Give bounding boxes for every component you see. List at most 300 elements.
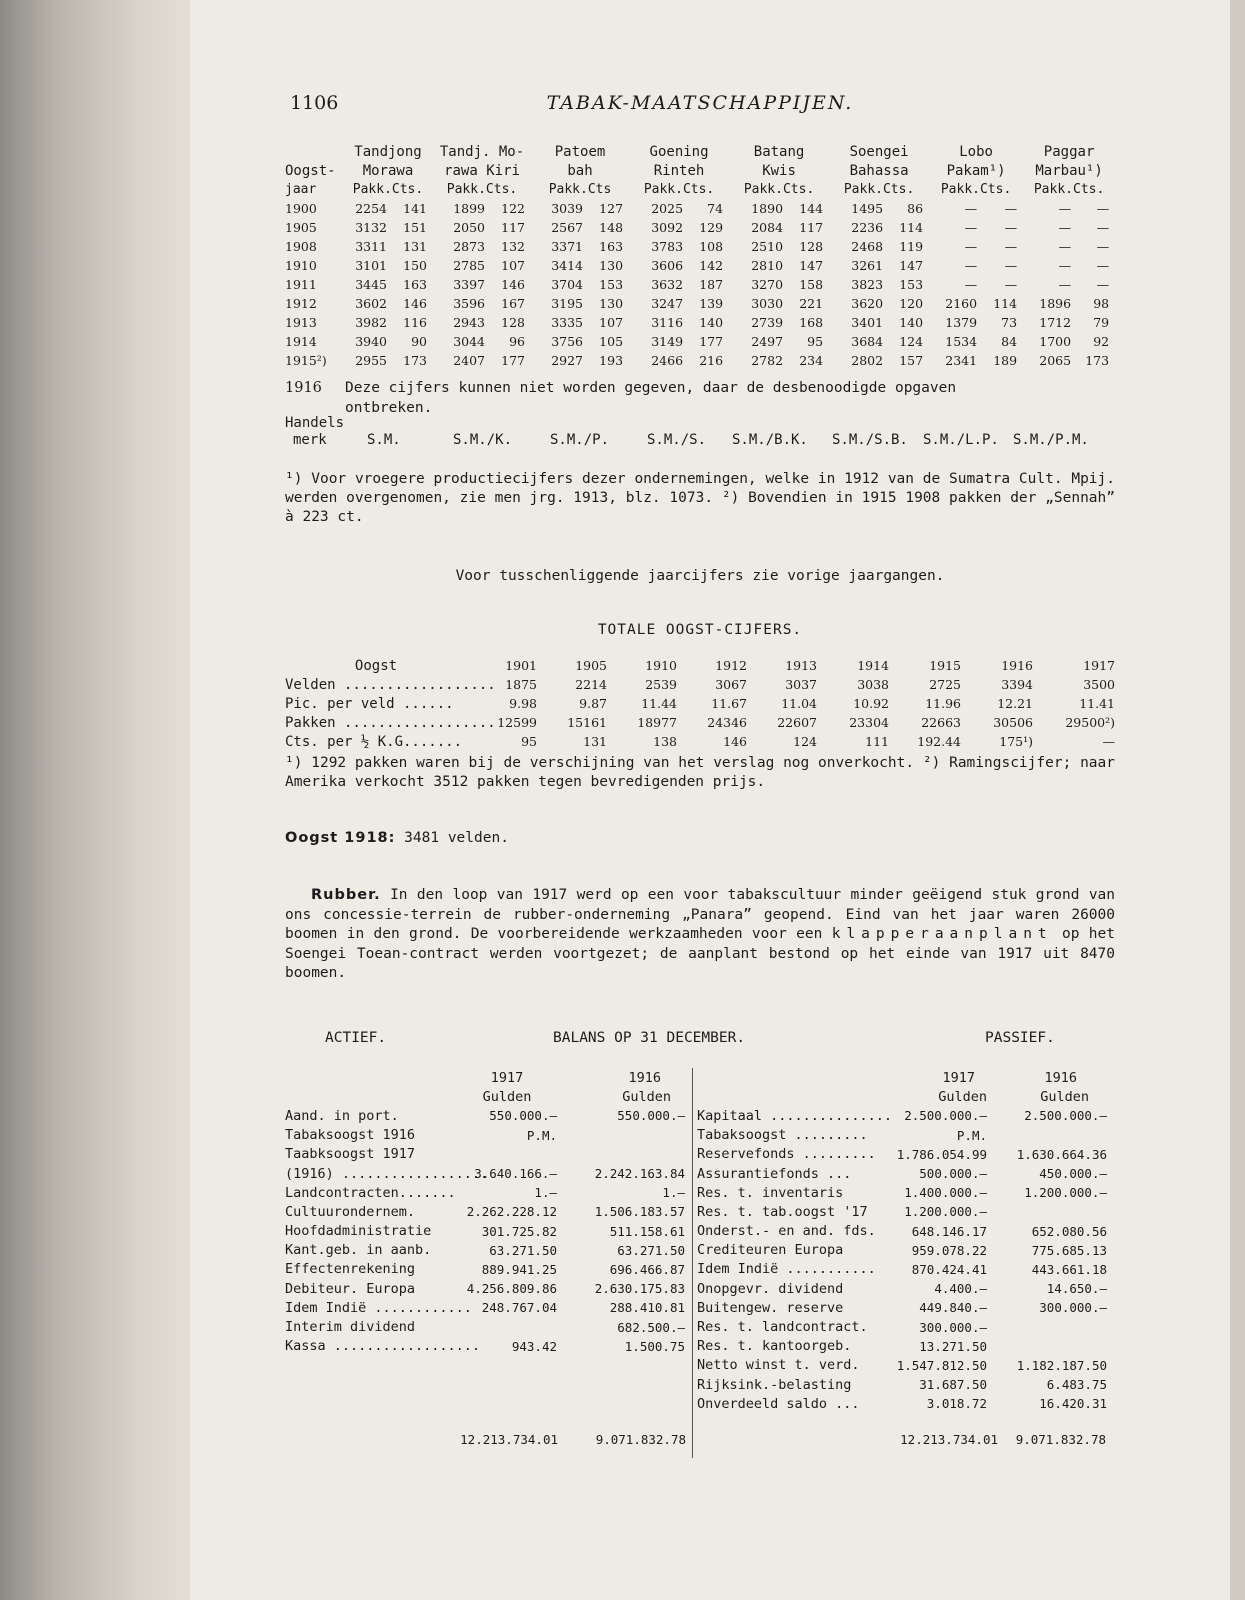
column-header: Tandj. Mo- <box>439 143 525 160</box>
total-actief-1917: 12.213.734.01 <box>460 1432 558 1447</box>
total-passief-1917: 12.213.734.01 <box>900 1432 998 1447</box>
value-1917: 1.547.812.50 <box>896 1357 987 1373</box>
value-1916: 288.410.81 <box>609 1300 685 1316</box>
year-cell: 1910 <box>645 658 677 673</box>
value-cell: 139 <box>699 296 724 311</box>
value-cell: 173 <box>1085 353 1110 368</box>
value-cell: 124 <box>793 734 817 749</box>
year-cell: 1900 <box>285 201 317 216</box>
value-cell: 3756 <box>551 334 584 349</box>
balance-row <box>697 1298 1107 1317</box>
value-cell: 192.44 <box>917 734 961 749</box>
balance-row <box>697 1145 1107 1164</box>
value-cell: 132 <box>501 239 526 254</box>
value-cell: 3401 <box>851 315 884 330</box>
value-cell: 105 <box>599 334 624 349</box>
running-header <box>290 92 1110 116</box>
value-1916: 652.080.56 <box>1031 1223 1107 1239</box>
balance-label: Rijksink.-belasting <box>697 1376 852 1393</box>
value-cell: 2236 <box>851 220 884 235</box>
value-cell: 131 <box>583 734 607 749</box>
value-cell: 2927 <box>551 353 584 368</box>
value-cell: 18977 <box>637 715 677 730</box>
value-cell: 147 <box>899 258 924 273</box>
value-cell: — <box>1058 201 1072 216</box>
merk-item: S.M./P. <box>550 432 610 448</box>
balance-label: Tabaksoogst ......... <box>697 1127 868 1144</box>
value-cell: 147 <box>799 258 824 273</box>
value-1916: 6.483.75 <box>1046 1377 1107 1393</box>
value-cell: — <box>1004 258 1018 273</box>
balance-row <box>697 1202 1107 1221</box>
value-cell: — <box>1058 277 1072 292</box>
balance-row <box>697 1241 1107 1260</box>
value-1917: 63.271.50 <box>489 1242 557 1258</box>
value-1917: 1.786.054.99 <box>896 1146 987 1162</box>
value-1917: 2.262.228.12 <box>466 1204 557 1220</box>
value-cell: 114 <box>993 296 1018 311</box>
value-1917: P.M. <box>526 1127 557 1143</box>
year-cell: 1917 <box>1083 658 1115 673</box>
balance-row <box>697 1183 1107 1202</box>
balance-row <box>285 1241 685 1260</box>
value-1917: 449.840.— <box>919 1300 987 1316</box>
row-label: Velden .................. <box>285 676 496 693</box>
column-header: Morawa <box>362 162 414 179</box>
value-cell: 119 <box>899 239 924 254</box>
value-cell: 193 <box>599 353 624 368</box>
value-cell: 3311 <box>355 239 387 254</box>
value-1916: 300.000.— <box>1039 1300 1107 1316</box>
value-cell: 24346 <box>707 715 747 730</box>
value-1917: 870.424.41 <box>911 1261 987 1277</box>
unit: Gulden <box>938 1088 987 1105</box>
year-cell: 1901 <box>505 658 537 673</box>
value-cell: — <box>1096 258 1110 273</box>
value-cell: 177 <box>699 334 724 349</box>
column-header: jaar <box>285 182 317 197</box>
value-1917: 248.767.04 <box>481 1300 557 1316</box>
value-cell: 29500²) <box>1065 715 1115 730</box>
balance-row <box>697 1126 1107 1145</box>
value-cell: 3092 <box>651 220 684 235</box>
table-row <box>285 332 1115 351</box>
value-1917: 1.200.000.— <box>904 1204 987 1220</box>
balance-label: Kassa .................. <box>285 1338 481 1355</box>
balance-label: Res. t. kantoorgeb. <box>697 1338 852 1355</box>
value-cell: 129 <box>699 220 724 235</box>
merk-item: S.M./P.M. <box>1013 432 1089 448</box>
value-cell: — <box>964 258 978 273</box>
column-header: Tandjong <box>354 143 422 160</box>
value-cell: 2955 <box>355 353 387 368</box>
value-cell: 189 <box>993 353 1018 368</box>
value-cell: 146 <box>403 296 427 311</box>
value-cell: 98 <box>1093 296 1110 311</box>
value-cell: 3044 <box>453 334 485 349</box>
value-cell: 2050 <box>453 220 485 235</box>
value-cell: 221 <box>799 296 824 311</box>
value-cell: 3371 <box>551 239 584 254</box>
table-row <box>285 732 1115 751</box>
value-cell: 151 <box>403 220 427 235</box>
value-cell: — <box>1096 201 1110 216</box>
value-cell: — <box>1004 220 1018 235</box>
year-cell: 1914 <box>857 658 889 673</box>
value-cell: 79 <box>1093 315 1110 330</box>
value-cell: 3335 <box>551 315 584 330</box>
passief-label: PASSIEF. <box>985 1030 1055 1046</box>
value-cell: 130 <box>599 296 624 311</box>
value-cell: 3116 <box>651 315 684 330</box>
value-1917: 3.018.72 <box>926 1396 987 1412</box>
value-1917: 1.— <box>534 1185 557 1201</box>
row-1916-cont: ontbreken. <box>345 400 433 416</box>
voor-text: Voor tusschenliggende jaarcijfers zie vorige jaargangen. <box>455 568 945 584</box>
year-cell: 1908 <box>285 239 317 254</box>
value-cell: 10.92 <box>853 696 889 711</box>
value-cell: 117 <box>501 220 526 235</box>
totals-title: TOTALE OOGST-CIJFERS. <box>597 622 803 638</box>
value-cell: 187 <box>699 277 724 292</box>
table-row <box>285 275 1115 294</box>
balance-label: Effectenrekening <box>285 1261 416 1278</box>
unit: Gulden <box>1040 1088 1089 1105</box>
value-cell: 1495 <box>851 201 884 216</box>
value-cell: 3038 <box>857 677 889 692</box>
value-cell: 140 <box>899 315 924 330</box>
value-1917: 13.271.50 <box>919 1338 987 1354</box>
value-cell: 124 <box>899 334 924 349</box>
value-cell: 2943 <box>453 315 485 330</box>
column-header: Pakk.Cts. <box>446 182 518 197</box>
value-cell: — <box>964 201 978 216</box>
row-1916 <box>285 378 1115 418</box>
value-cell: 2802 <box>851 353 884 368</box>
value-cell: 3397 <box>453 277 485 292</box>
column-header: Pakk.Cts. <box>352 182 424 197</box>
table-row <box>285 199 1115 218</box>
value-cell: 96 <box>509 334 526 349</box>
value-cell: 3149 <box>651 334 684 349</box>
balance-row <box>285 1298 685 1317</box>
balance-label: Taabksoogst 1917 <box>285 1146 416 1163</box>
rubber-text-a: In den loop van 1917 werd op een voor tabakscultuur minder geëigend stuk grond van ons concessie-terrein de rubber-onderneming „Panara” geopend. Eind van het jaar waren 26000 boomen in den grond. De voorbereidende werkzaamheden voor een <box>285 887 1116 942</box>
value-cell: 138 <box>653 734 677 749</box>
balance-label: Landcontracten....... <box>285 1184 456 1201</box>
value-1916: 696.466.87 <box>609 1261 685 1277</box>
balance-row <box>285 1126 685 1145</box>
oogst-1918-label: Oogst 1918: <box>285 830 396 846</box>
value-cell: — <box>1058 258 1072 273</box>
value-cell: — <box>1058 220 1072 235</box>
balance-row <box>697 1337 1107 1356</box>
table-row <box>285 313 1115 332</box>
value-cell: 3500 <box>1083 677 1115 692</box>
value-cell: 108 <box>699 239 724 254</box>
value-1916 <box>987 1317 1107 1336</box>
table-row <box>285 675 1115 694</box>
value-cell: 158 <box>799 277 824 292</box>
year-cell: 1912 <box>285 296 317 311</box>
value-cell: 2810 <box>751 258 784 273</box>
value-cell: — <box>964 277 978 292</box>
balance-row <box>285 1222 685 1241</box>
total-actief-1916: 9.071.832.78 <box>595 1432 686 1447</box>
value-cell: 84 <box>1001 334 1018 349</box>
value-cell: 128 <box>799 239 824 254</box>
value-cell: 3039 <box>551 201 584 216</box>
value-cell: 173 <box>403 353 427 368</box>
column-header: Patoem <box>554 143 606 160</box>
table-row <box>285 237 1115 256</box>
value-1916: 1.182.187.50 <box>1016 1357 1107 1373</box>
value-cell: 1700 <box>1039 334 1072 349</box>
value-cell: 1379 <box>945 315 978 330</box>
balance-label: Idem Indië ........... <box>697 1261 876 1278</box>
value-cell: 22663 <box>921 715 961 730</box>
footnote-totals: ¹) 1292 pakken waren bij de verschijning van het verslag nog onverkocht. ²) Ramingscijfer; naar Amerika verkocht 3512 pakken tegen bevredigenden prijs. <box>285 755 1115 790</box>
balance-row <box>285 1202 685 1221</box>
value-1917: 4.400.— <box>934 1281 987 1297</box>
value-cell: 2468 <box>851 239 884 254</box>
value-cell: 3132 <box>355 220 387 235</box>
value-cell: 1899 <box>453 201 485 216</box>
balance-passief <box>697 1068 1107 1413</box>
value-cell: 2497 <box>751 334 784 349</box>
value-cell: 234 <box>799 353 824 368</box>
column-header: Oogst- <box>285 162 336 179</box>
value-cell: 128 <box>501 315 526 330</box>
unit: Gulden <box>482 1088 532 1105</box>
column-header: Rinteh <box>653 162 705 179</box>
balance-label: Hoofdadministratie <box>285 1223 432 1240</box>
value-cell: 23304 <box>849 715 889 730</box>
value-cell: 157 <box>899 353 924 368</box>
balance-label: Aand. in port. <box>285 1107 399 1124</box>
value-cell: 73 <box>1001 315 1018 330</box>
value-cell: 3270 <box>751 277 784 292</box>
value-cell: 2725 <box>929 677 961 692</box>
total-passief-1916: 9.071.832.78 <box>1015 1432 1106 1447</box>
value-cell: 95 <box>807 334 824 349</box>
value-cell: 3067 <box>715 677 747 692</box>
value-cell: 2025 <box>651 201 684 216</box>
column-header: Pakam¹) <box>946 162 1006 179</box>
header-row <box>285 142 1115 161</box>
value-cell: 3037 <box>785 677 817 692</box>
value-1917: 500.000.— <box>919 1166 987 1182</box>
row-label: Pakken .................. <box>285 714 496 731</box>
value-1916: 775.685.13 <box>1031 1242 1107 1258</box>
balance-label: Onopgevr. dividend <box>697 1280 844 1297</box>
value-cell: 2539 <box>645 677 677 692</box>
column-header: Paggar <box>1043 143 1095 160</box>
table-row <box>285 713 1115 732</box>
value-cell: 2160 <box>945 296 978 311</box>
column-header: rawa Kiri <box>444 162 520 179</box>
row-1916-text: Deze cijfers kunnen niet worden gegeven, daar de desbenoodigde opgaven <box>345 380 957 396</box>
value-1916: 682.500.— <box>617 1319 685 1335</box>
value-cell: 144 <box>799 201 824 216</box>
value-cell: 12.21 <box>997 696 1033 711</box>
rubber-paragraph <box>285 886 1115 984</box>
column-header: Lobo <box>959 143 993 160</box>
value-1917: 301.725.82 <box>481 1223 557 1239</box>
value-cell: 2065 <box>1039 353 1072 368</box>
value-cell: 12599 <box>497 715 537 730</box>
table-row <box>285 351 1115 370</box>
value-cell: — <box>1004 239 1018 254</box>
value-cell: 2510 <box>751 239 784 254</box>
value-1917: P.M. <box>956 1127 987 1143</box>
year-1916: 1916 <box>1044 1069 1077 1086</box>
balance-label: Netto winst t. verd. <box>697 1357 860 1374</box>
value-cell: 1896 <box>1039 296 1072 311</box>
value-cell: 90 <box>411 334 427 349</box>
footnote-production: ¹) Voor vroegere productiecijfers dezer ondernemingen, welke in 1912 van de Sumatra Cult. Mpij. werden overgenomen, zie men jrg. 1913, blz. 1073. ²) Bovendien in 1915 1908 pakken der „Sennah” à 223 ct. <box>285 471 1115 525</box>
merk-item: S.M./S.B. <box>832 432 908 448</box>
value-cell: 3704 <box>551 277 584 292</box>
value-cell: 11.96 <box>925 696 961 711</box>
value-cell: 140 <box>699 315 724 330</box>
balance-label: Kapitaal ............... <box>697 1107 893 1124</box>
value-cell: 122 <box>501 201 526 216</box>
table-row <box>285 694 1115 713</box>
value-cell: — <box>1004 201 1018 216</box>
column-header: Pakk.Cts <box>548 182 612 197</box>
balance-row <box>285 1164 685 1183</box>
merk-item: S.M./B.K. <box>732 432 808 448</box>
value-cell: 177 <box>501 353 526 368</box>
value-cell: 2254 <box>355 201 387 216</box>
value-cell: 116 <box>403 315 427 330</box>
value-1916: 450.000.— <box>1039 1166 1107 1182</box>
balance-row <box>697 1356 1107 1375</box>
value-1917 <box>457 1145 557 1164</box>
value-1917: 648.146.17 <box>911 1223 987 1239</box>
balance-row <box>285 1337 685 1356</box>
column-header: Soengei <box>849 143 909 160</box>
value-cell: 3684 <box>851 334 884 349</box>
value-cell: 30506 <box>993 715 1033 730</box>
value-1916: 1.630.664.36 <box>1016 1146 1107 1162</box>
balance-label: Tabaksoogst 1916 <box>285 1127 416 1144</box>
value-cell: 3823 <box>851 277 884 292</box>
book-spine <box>0 0 190 1600</box>
actief-label: ACTIEF. <box>325 1030 387 1046</box>
page-title: TABAK-MAATSCHAPPIJEN. <box>546 92 854 114</box>
balance-row <box>285 1260 685 1279</box>
value-cell: 2341 <box>945 353 978 368</box>
merk-item: S.M./L.P. <box>923 432 999 448</box>
value-cell: 120 <box>899 296 924 311</box>
value-cell: 146 <box>501 277 526 292</box>
balance-row <box>697 1375 1107 1394</box>
value-1916: 2.500.000.— <box>1024 1108 1107 1124</box>
balance-label: Idem Indië ............ <box>285 1299 472 1316</box>
unit: Gulden <box>622 1088 671 1105</box>
value-cell: 3606 <box>651 258 684 273</box>
balance-row <box>285 1145 685 1164</box>
value-cell: 3632 <box>651 277 684 292</box>
value-cell: 74 <box>707 201 724 216</box>
value-1916: 2.630.175.83 <box>594 1281 685 1297</box>
value-cell: 3414 <box>551 258 584 273</box>
balance-label: Kant.geb. in aanb. <box>285 1242 432 1259</box>
balance-divider <box>692 1068 693 1458</box>
value-cell: 2873 <box>453 239 485 254</box>
balance-label: Cultuurondernem. <box>285 1203 416 1220</box>
table-row <box>285 218 1115 237</box>
year-cell: 1914 <box>285 334 317 349</box>
value-cell: 3620 <box>851 296 884 311</box>
merk-item: S.M. <box>367 432 401 448</box>
value-1916: 1.506.183.57 <box>594 1204 685 1220</box>
balance-row <box>697 1317 1107 1336</box>
value-cell: 3602 <box>355 296 387 311</box>
balance-label: Res. t. inventaris <box>697 1184 844 1201</box>
value-1917: 2.500.000.— <box>904 1108 987 1124</box>
merk-label: merk <box>293 432 327 448</box>
page-number: 1106 <box>290 92 339 114</box>
year-1917: 1917 <box>942 1069 975 1086</box>
value-1917 <box>457 1317 557 1336</box>
year-cell: 1916 <box>1001 658 1033 673</box>
value-cell: — <box>1096 220 1110 235</box>
balance-label: Res. t. landcontract. <box>697 1319 868 1336</box>
value-cell: 3783 <box>651 239 684 254</box>
value-1916: 16.420.31 <box>1039 1396 1107 1412</box>
value-cell: — <box>964 220 978 235</box>
balance-row <box>697 1106 1107 1125</box>
value-cell: 3982 <box>355 315 387 330</box>
value-cell: 1534 <box>945 334 978 349</box>
balance-row <box>285 1183 685 1202</box>
value-cell: 114 <box>899 220 924 235</box>
value-1916 <box>557 1145 685 1164</box>
value-cell: 11.41 <box>1079 696 1115 711</box>
value-cell: 9.87 <box>579 696 607 711</box>
value-1916 <box>987 1202 1107 1221</box>
value-1917: 3.640.166.— <box>474 1166 557 1182</box>
balance-label: Assurantiefonds ... <box>697 1165 852 1182</box>
column-header: Pakk.Cts. <box>643 182 715 197</box>
header-row <box>285 180 1115 199</box>
year-cell: 1911 <box>285 277 317 292</box>
production-table <box>285 142 1115 370</box>
value-cell: 107 <box>599 315 624 330</box>
value-cell: 11.44 <box>641 696 677 711</box>
year-cell: 1913 <box>285 315 317 330</box>
column-header: Pakk.Cts. <box>743 182 815 197</box>
year-cell: 1912 <box>715 658 747 673</box>
value-1916: 1.— <box>662 1185 685 1201</box>
value-cell: 111 <box>865 734 889 749</box>
merk-item: S.M./S. <box>647 432 707 448</box>
value-cell: — <box>1096 239 1110 254</box>
column-header: Marbau¹) <box>1035 162 1103 179</box>
value-1916: 1.200.000.— <box>1024 1185 1107 1201</box>
balance-label: Interim dividend <box>285 1319 416 1336</box>
value-cell: 142 <box>699 258 724 273</box>
row-label: Pic. per veld ...... <box>285 695 454 712</box>
balance-label: Res. t. tab.oogst '17 <box>697 1203 868 1220</box>
value-cell: 3261 <box>851 258 884 273</box>
value-cell: 86 <box>907 201 924 216</box>
value-cell: 148 <box>599 220 624 235</box>
value-1917: 550.000.— <box>489 1108 557 1124</box>
